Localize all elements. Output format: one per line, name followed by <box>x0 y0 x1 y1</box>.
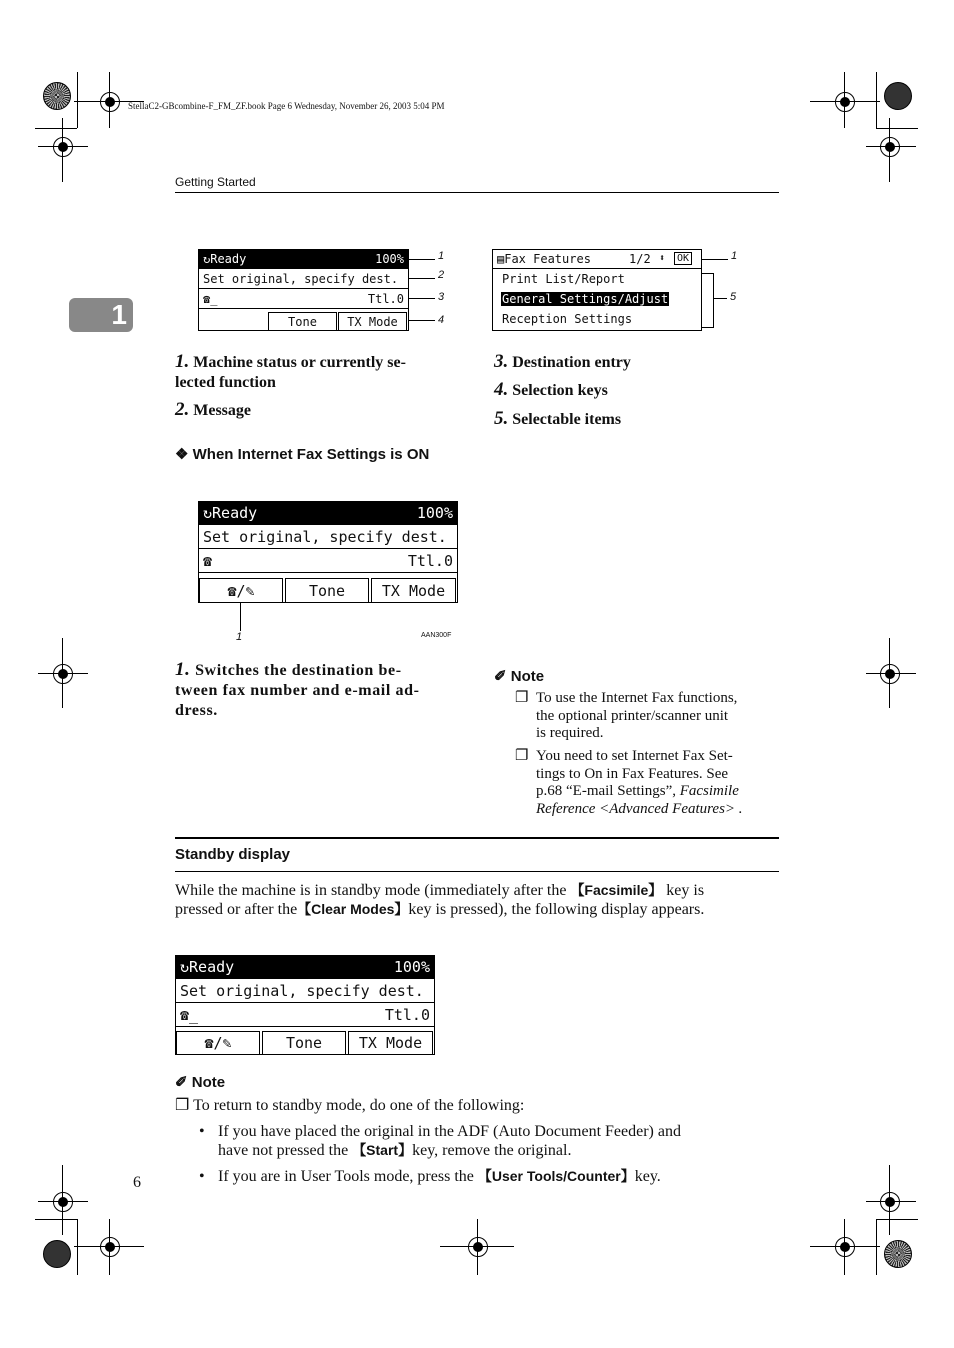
menu-title-row <box>493 250 701 269</box>
destination-row: ☎_ Ttl.0 <box>176 1003 434 1027</box>
page-indicator: 1/2 <box>629 252 651 266</box>
status-text: Ready <box>189 958 235 976</box>
color-rosette-icon <box>43 1240 71 1268</box>
status-row <box>199 250 408 269</box>
lcd-internet-fax-display <box>198 501 458 603</box>
ok-key[interactable]: OK <box>674 252 692 265</box>
item-selectable-items: 5. Selectable items <box>494 408 622 429</box>
status-text: Ready <box>210 252 247 266</box>
zoom-value: 100% <box>375 252 404 266</box>
message-text: Set original, specify dest. <box>203 528 447 546</box>
chapter-tab <box>69 298 133 332</box>
menu-title: Fax Features <box>504 252 591 266</box>
note-heading: ✐ Note <box>175 1074 226 1091</box>
checkbox-bullet-icon: ❐ <box>515 690 529 706</box>
message-text: Set original, specify dest. <box>203 272 399 286</box>
color-rosette-icon <box>884 82 912 110</box>
tx-mode-key[interactable]: TX Mode <box>338 312 407 330</box>
destination-total: Ttl.0 <box>367 292 404 306</box>
item-selection-keys: 4. Selection keys <box>494 379 608 400</box>
status-row <box>199 502 457 525</box>
internet-fax-heading: ❖ When Internet Fax Settings is ON <box>175 446 430 463</box>
note-item: ❐ You need to set Internet Fax Set- tings to On in Fax Features. See p.68 “E-mail Settings”, Facsimile Reference <Advanced Features> . <box>515 748 743 817</box>
destination-total: Ttl.0 <box>407 552 453 570</box>
bullet-dot: • <box>199 1168 205 1185</box>
selection-keys <box>199 578 457 602</box>
registration-mark-icon <box>53 137 73 157</box>
callout-2: 2 <box>438 269 445 281</box>
section-rule-top <box>175 837 779 839</box>
menu-item-reception-settings[interactable]: Reception Settings <box>502 312 633 326</box>
callout-1: 1 <box>731 250 738 262</box>
callout-1: 1 <box>236 631 243 643</box>
item-switch-destination: 1. Switches the destination be- tween fax number and e-mail ad- dress. <box>175 659 420 719</box>
menu-icon: ▤ <box>497 252 505 266</box>
zoom-value: 100% <box>416 504 453 522</box>
callout-1: 1 <box>438 250 445 262</box>
list-item: • If you have placed the original in the ADF (Auto Document Feeder) and have not pressed the 【Start】key, remove the original. <box>199 1123 681 1159</box>
menu-item-print-list[interactable]: Print List/Report <box>502 272 625 286</box>
pencil-icon: ✐ <box>175 1074 188 1091</box>
phone-email-icon: ☎/✎ <box>204 1034 232 1052</box>
facsimile-key-label: 【Facsimile】 <box>570 882 663 898</box>
selection-keys <box>176 1031 434 1054</box>
color-rosette-icon <box>884 1240 912 1268</box>
lcd-fax-features-menu <box>492 249 702 331</box>
section-rule-bottom <box>175 871 779 872</box>
status-row <box>176 956 434 979</box>
ready-icon: ↻ <box>180 958 190 976</box>
tone-key[interactable]: Tone <box>268 312 337 330</box>
registration-mark-icon <box>880 664 900 684</box>
fax-email-switch-key[interactable] <box>176 1031 260 1054</box>
clear-modes-key-label: 【Clear Modes】 <box>297 901 409 917</box>
lcd-standby-display <box>175 955 435 1055</box>
registration-mark-icon <box>835 1237 855 1257</box>
destination-row: ☎_ Ttl.0 <box>199 289 408 309</box>
user-tools-key-label: 【User Tools/Counter】 <box>477 1168 635 1184</box>
item-message: 2. Message <box>175 399 252 420</box>
pencil-icon: ✐ <box>494 668 507 685</box>
page-number: 6 <box>133 1174 141 1191</box>
registration-mark-icon <box>100 1237 120 1257</box>
registration-mark-icon <box>468 1237 488 1257</box>
tone-key[interactable]: Tone <box>262 1031 346 1054</box>
bullet-dot: • <box>199 1123 205 1140</box>
checkbox-bullet-icon: ❐ <box>175 1097 190 1114</box>
color-rosette-icon <box>43 82 71 110</box>
start-key-label: 【Start】 <box>352 1142 413 1158</box>
message-text: Set original, specify dest. <box>180 982 424 1000</box>
tx-mode-key[interactable]: TX Mode <box>348 1031 433 1054</box>
registration-mark-icon <box>100 92 120 112</box>
callout-4: 4 <box>438 314 445 326</box>
standby-heading: Standby display <box>175 846 291 863</box>
registration-mark-icon <box>835 92 855 112</box>
selection-keys <box>199 312 408 330</box>
message-row <box>199 525 457 549</box>
tone-key[interactable]: Tone <box>285 578 369 602</box>
up-down-arrows-icon: ⬍ <box>659 253 666 264</box>
figure-code: AAN300F <box>421 632 452 639</box>
callout-3: 3 <box>438 291 445 303</box>
registration-mark-icon <box>53 664 73 684</box>
destination-row <box>199 549 457 573</box>
list-item: • If you are in User Tools mode, press the 【User Tools/Counter】key. <box>199 1168 661 1185</box>
ready-icon: ↻ <box>203 252 211 266</box>
diamond-bullet-icon: ❖ <box>175 446 189 463</box>
message-row <box>199 269 408 289</box>
phone-email-icon: ☎/✎ <box>227 582 255 600</box>
note-item: ❐ To use the Internet Fax functions, the optional printer/scanner unit is required. <box>515 690 738 741</box>
zoom-value: 100% <box>393 958 430 976</box>
item-machine-status: 1. Machine status or currently se- lected function <box>175 351 406 391</box>
menu-item-general-settings[interactable]: General Settings/Adjust <box>502 292 669 306</box>
status-text: Ready <box>212 504 258 522</box>
message-row <box>176 979 434 1003</box>
chapter-number: 1 <box>111 299 127 330</box>
registration-mark-icon <box>880 1192 900 1212</box>
file-info-header: StellaC2-GBcombine-F_FM_ZF.book Page 6 Wednesday, November 26, 2003 5:04 PM <box>128 101 445 111</box>
phone-icon: ☎ <box>203 292 211 306</box>
phone-icon: ☎ <box>180 1006 190 1024</box>
registration-mark-icon <box>53 1192 73 1212</box>
callout-5: 5 <box>730 291 737 303</box>
checkbox-bullet-icon: ❐ <box>515 748 529 764</box>
lcd-display-parts <box>198 249 409 331</box>
note-item: ❐ To return to standby mode, do one of the following: <box>175 1097 525 1114</box>
header-rule <box>175 192 779 193</box>
standby-paragraph: While the machine is in standby mode (immediately after the 【Facsimile】 key is pressed or after the【Clear Modes】key is pressed), the following display appears. <box>175 882 705 918</box>
running-head: Getting Started <box>175 175 256 189</box>
ready-icon: ↻ <box>203 504 213 522</box>
tx-mode-key[interactable]: TX Mode <box>371 578 456 602</box>
item-destination-entry: 3. Destination entry <box>494 351 631 372</box>
phone-icon: ☎ <box>203 552 213 570</box>
registration-mark-icon <box>880 137 900 157</box>
destination-total: Ttl.0 <box>384 1006 430 1024</box>
fax-email-switch-key[interactable] <box>199 578 283 602</box>
note-heading: ✐ Note <box>494 668 545 685</box>
